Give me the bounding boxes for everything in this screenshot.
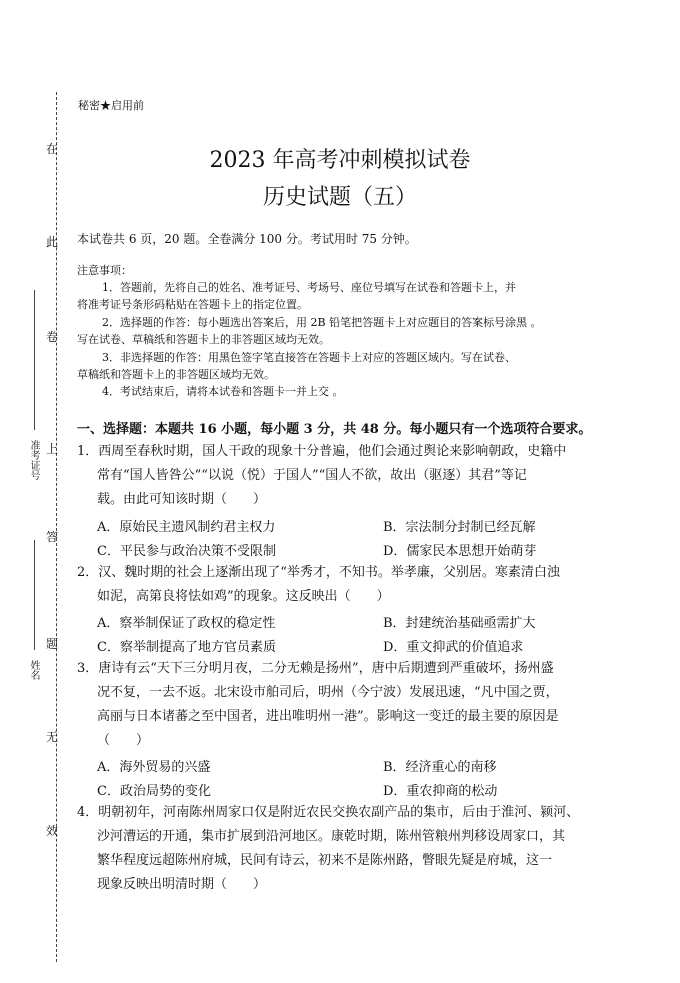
- question-line: （ ）: [97, 733, 150, 748]
- name-label: 姓名: [28, 660, 39, 680]
- note-line: 1．答题前，先将自己的姓名、准考证号、考场号、座位号填写在试卷和答题卡上，并: [102, 281, 516, 294]
- question-line: 现象反映出明清时期（ ）: [97, 877, 267, 892]
- question-line: 如泥，高第良将怯如鸡”的现象。这反映出（ ）: [97, 589, 390, 604]
- question-line: 况不复，一去不返。北宋设市舶司后，明州（今宁波）发展迅速，“凡中国之贾，: [97, 685, 559, 700]
- option-d: D．重农抑商的松动: [383, 784, 498, 799]
- margin-char: 答: [46, 530, 59, 544]
- question-line: 4．明朝初年，河南陈州周家口仅是附近农民交换农副产品的集市，后由于淮河、颍河、: [77, 805, 580, 820]
- section-title: 一、选择题：本题共 16 小题，每小题 3 分，共 48 分。每小题只有一个选项符合要求。: [77, 422, 592, 437]
- option-c: C．平民参与政治决策不受限制: [97, 544, 276, 559]
- question-line: 1．西周至春秋时期，国人干政的现象十分普遍，他们会通过舆论来影响朝政，史籍中: [77, 444, 567, 459]
- page-title: 2023 年高考冲刺模拟试卷: [209, 148, 471, 173]
- note-line: 4．考试结束后，请将本试卷和答题卡一并上交 。: [102, 385, 344, 398]
- question-line: 高丽与日本诸蕃之至中国者，进出唯明州一港”。影响这一变迁的最主要的原因是: [97, 709, 559, 724]
- option-d: D．儒家民本思想开始萌芽: [383, 544, 537, 559]
- option-a: A．原始民主遗风制约君主权力: [97, 520, 276, 535]
- option-b: B．宗法制分封制已经瓦解: [383, 520, 536, 535]
- option-b: B．经济重心的南移: [383, 760, 497, 775]
- margin-char: 此: [46, 235, 59, 249]
- confidential-mark: 秘密★启用前: [78, 99, 144, 112]
- note-line: 写在试卷、草稿纸和答题卡上的非答题区域均无效。: [77, 333, 330, 346]
- note-line: 2．选择题的作答：每小题选出答案后，用 2B 铅笔把答题卡上对应题目的答案标号涂黑 。: [102, 316, 542, 329]
- notes-heading: 注意事项：: [77, 264, 132, 277]
- margin-char: 无: [46, 730, 59, 744]
- exam-intro: 本试卷共 6 页，20 题。全卷满分 100 分。考试用时 75 分钟。: [77, 232, 417, 246]
- margin-char: 在: [46, 142, 59, 156]
- option-a: A．察举制保证了政权的稳定性: [97, 616, 276, 631]
- question-line: 2．汉、魏时期的社会上逐渐出现了“举秀才，不知书。举孝廉，父别居。寒素清白浊: [77, 565, 560, 580]
- exam-number-label: 准考证号: [28, 440, 39, 480]
- option-c: C．察举制提高了地方官员素质: [97, 640, 276, 655]
- option-b: B．封建统治基础亟需扩大: [383, 616, 536, 631]
- note-line: 草稿纸和答题卡上的非答题区域均无效。: [77, 368, 275, 381]
- margin-char: 卷: [46, 330, 59, 344]
- margin-char: 题: [46, 637, 59, 651]
- margin-char: 效: [46, 824, 59, 838]
- name-line: [34, 540, 35, 650]
- option-d: D．重文抑武的价值追求: [383, 640, 524, 655]
- exam-number-line: [34, 290, 35, 430]
- question-line: 沙河漕运的开通，集市扩展到沿河地区。康乾时期，陈州管粮州判移设周家口，其: [97, 829, 566, 844]
- margin-char: 上: [46, 442, 59, 456]
- option-a: A．海外贸易的兴盛: [97, 760, 211, 775]
- page-subtitle: 历史试题（五）: [262, 185, 417, 210]
- question-line: 常有“国人皆咎公”“以说（悦）于国人”“国人不欲，故出（驱逐）其君”等记: [97, 468, 527, 483]
- note-line: 3．非选择题的作答：用黑色签字笔直接答在答题卡上对应的答题区域内。写在试卷、: [102, 351, 516, 364]
- question-line: 载。由此可知该时期（ ）: [97, 492, 267, 507]
- question-line: 繁华程度远超陈州府城，民间有诗云，初来不是陈州路，瞥眼先疑是府城，这一: [97, 853, 553, 868]
- question-line: 3．唐诗有云“天下三分明月夜，二分无赖是扬州”，唐中后期遭到严重破坏，扬州盛: [77, 661, 554, 676]
- option-c: C．政治局势的变化: [97, 784, 211, 799]
- note-line: 将准考证号条形码粘贴在答题卡上的指定位置。: [77, 298, 308, 311]
